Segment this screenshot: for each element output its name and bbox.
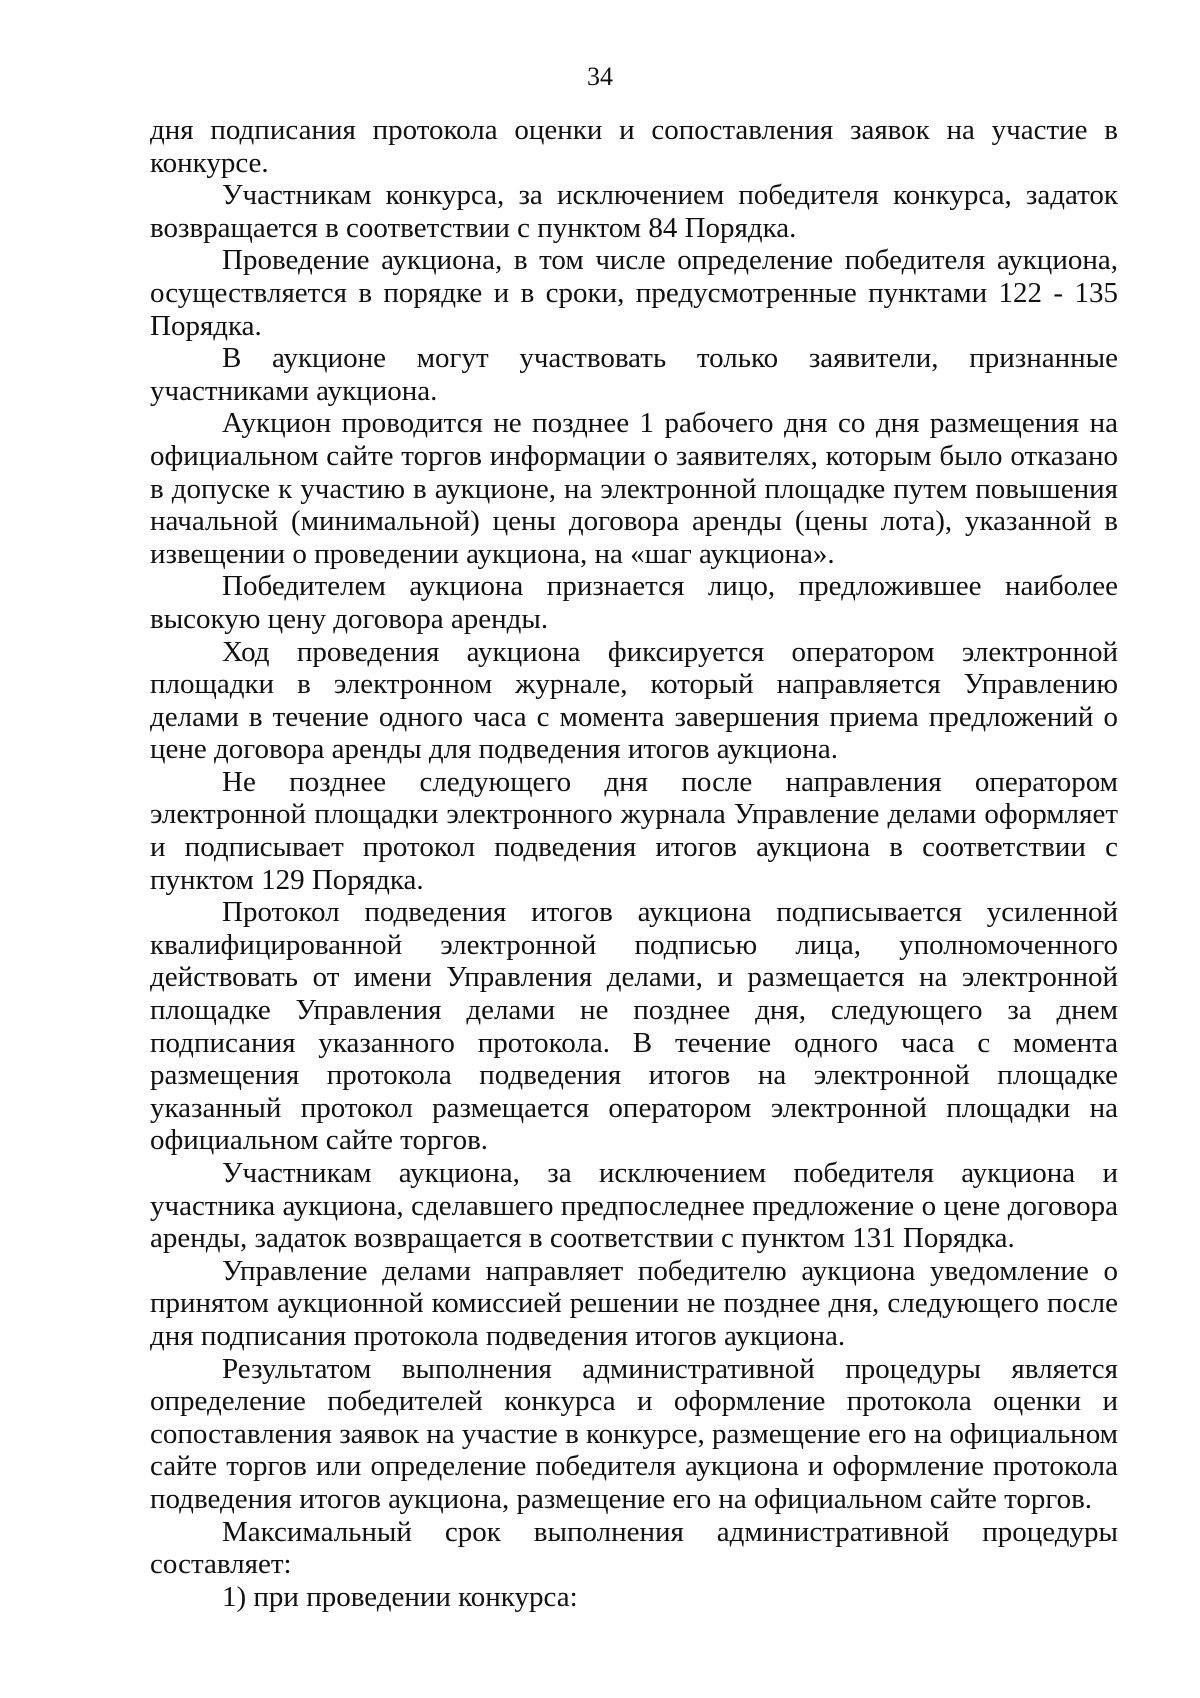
paragraph: Результатом выполнения административной процедуры является определение победителей конкурса и оформление протокола оценки и сопоставления заявок на участие в конкурсе, размещение его на официальном сайте торгов или определение победителя аукциона и оформление протокола подведения итогов аукциона, размещение его на официальном сайте торгов.: [150, 1352, 1118, 1515]
paragraph: Протокол подведения итогов аукциона подписывается усиленной квалифицированной электронной подписью лица, уполномоченного действовать от имени Управления делами, и размещается на электронной площадке Управления делами не позднее дня, следующего за днем подписания указанного протокола. В течение одного часа с момента размещения протокола подведения итогов на электронной площадке указанный протокол размещается оператором электронной площадки на официальном сайте торгов.: [150, 896, 1118, 1157]
paragraph: Управление делами направляет победителю аукциона уведомление о принятом аукционной комиссией решении не позднее дня, следующего после дня подписания протокола подведения итогов аукциона.: [150, 1254, 1118, 1352]
paragraph: Максимальный срок выполнения административной процедуры составляет:: [150, 1515, 1118, 1581]
paragraph: Победителем аукциона признается лицо, предложившее наиболее высокую цену договора аренды.: [150, 570, 1118, 635]
paragraph: В аукционе могут участвовать только заявители, признанные участниками аукциона.: [150, 342, 1118, 407]
paragraph: Ход проведения аукциона фиксируется оператором электронной площадки в электронном журнале, который направляется Управлению делами в течение одного часа с момента завершения приема предложений о цене договора аренды для подведения итогов аукциона.: [150, 635, 1118, 766]
page-number: 34: [587, 62, 613, 91]
paragraph: Участникам аукциона, за исключением победителя аукциона и участника аукциона, сделавшего предпоследнее предложение о цене договора аренды, задаток возвращается в соответствии с пунктом 131 Порядка.: [150, 1157, 1118, 1255]
paragraph: Участникам конкурса, за исключением победителя конкурса, задаток возвращается в соответствии с пунктом 84 Порядка.: [150, 179, 1118, 244]
paragraph: Не позднее следующего дня после направления оператором электронной площадки электронного журнала Управление делами оформляет и подписывает протокол подведения итогов аукциона в соответствии с пунктом 129 Порядка.: [150, 765, 1118, 896]
paragraph: дня подписания протокола оценки и сопоставления заявок на участие в конкурсе.: [150, 114, 1118, 179]
paragraph: Проведение аукциона, в том числе определение победителя аукциона, осуществляется в порядке и в сроки, предусмотренные пунктами 122 - 135 Порядка.: [150, 244, 1118, 342]
paragraph: Аукцион проводится не позднее 1 рабочего дня со дня размещения на официальном сайте торгов информации о заявителях, которым было отказано в допуске к участию в аукционе, на электронной площадке путем повышения начальной (минимальной) цены договора аренды (цены лота), указанной в извещении о проведении аукциона, на «шаг аукциона».: [150, 407, 1118, 570]
document-body: [150, 114, 1118, 1613]
paragraph: 1) при проведении конкурса:: [222, 1580, 578, 1613]
